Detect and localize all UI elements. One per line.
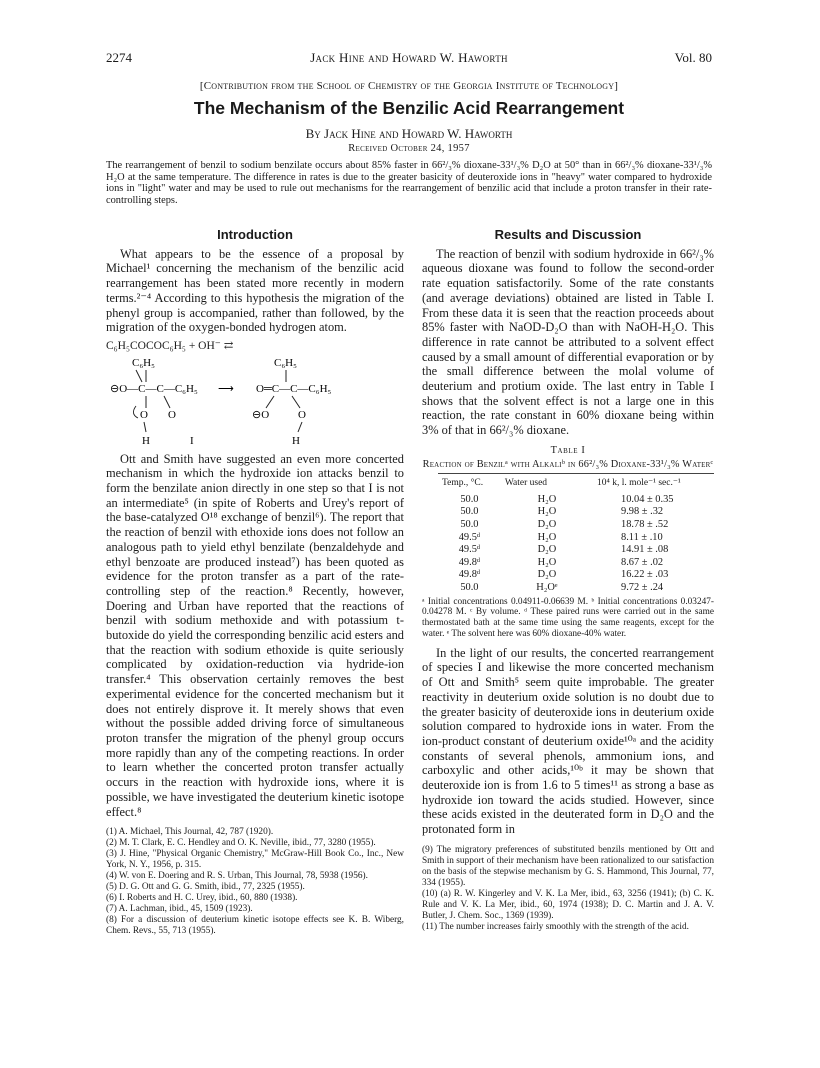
- abstract: The rearrangement of benzil to sodium benzilate occurs about 85% faster in 66²/₃% dioxane-33¹/₃% D₂O at 50° than in 66²/₃% dioxane-33¹/₃% H₂O at the same temperature. The difference in rates is due to the greater basicity of deuteroxide ions in "heavy" water compared to hydroxide ions in "light" water and may be used to rule out mechanisms for the rearrangement of benzilic acid that include a proton transfer in their rate-controlling steps.: [106, 160, 712, 206]
- left-footnotes: [106, 827, 404, 937]
- table-row: [438, 569, 714, 582]
- rate-table: [438, 473, 714, 594]
- article-title: The Mechanism of the Benzilic Acid Rearrangement: [193, 98, 625, 118]
- table-header: Water used: [501, 474, 593, 494]
- right-footnotes: [422, 845, 714, 933]
- byline: By Jack Hine and Howard W. Haworth: [305, 126, 513, 141]
- hydrogen-left: H: [142, 434, 150, 447]
- oxide-right: ⊖O: [252, 408, 270, 421]
- table-cell: H₂O: [537, 506, 557, 518]
- footnote: (11) The number increases fairly smoothly with the strength of the acid.: [422, 921, 689, 932]
- table-cell: 14.91 ± .08: [621, 544, 669, 556]
- table-row: [438, 544, 714, 557]
- table-cell: H₂O: [537, 493, 557, 505]
- phenyl-top-right: C₆H₅: [274, 356, 297, 369]
- equilibrium-equation: C₆H₅COCOC₆H₅ + OH⁻ ⇄: [106, 339, 234, 352]
- volume-label: Vol. 80: [674, 50, 712, 65]
- table-cell: H₂O: [537, 531, 557, 543]
- table-row: [438, 506, 714, 519]
- table-row: [438, 519, 714, 532]
- table-cell: 18.78 ± .52: [621, 518, 669, 530]
- table-row: [438, 494, 714, 507]
- table-header: Temp., °C.: [438, 474, 501, 494]
- intro-paragraph-2: Ott and Smith have suggested an even more concerted mechanism in which the hydroxide ion attacks benzil to form the benzilate anion directly in one step so that I is not an intermediate⁵ (in spite of Roberts and Urey's report of the base-catalyzed O¹⁸ exchange of benzil⁶). The report that the reaction of benzil with ethoxide ions does not follow an analogous path to yield ethyl benzilate (benzaldehyde and ethyl benzoate are produced instead⁷) has been quoted as evidence for the proton transfer as a part of the rate-controlling step of the reaction.⁸ Recently, however, Doering and Urban have reported that the reactions of benzil with sodium methoxide and with potassium t-butoxide do yield the corresponding benzilic acid esters and that the reaction with sodium ethoxide is quite seriously complicated by oxidation-reduction via hydride-ion transfer.⁴ This observation certainly removes the best experimental evidence for the concerted mechanism but it does not entirely disprove it. It merely shows that even without the possible added driving force of simultaneous proton transfer the migration of the phenyl group occurs more rapidly than any of the competing reactions. In order to learn whether the concerted proton transfer actually occurs in the reaction with hydroxide ions, where it is possible, we have investigated the deuterium kinetic isotope effect.⁸: [106, 451, 404, 819]
- left-chain: ⊖O—C—C—C₆H₅: [110, 382, 198, 395]
- footnote: (1) A. Michael, This Journal, 42, 787 (1920).: [106, 827, 274, 838]
- left-column: [106, 228, 404, 937]
- table-cell: 9.72 ± .24: [621, 581, 664, 593]
- table-cell: 50.0: [460, 581, 479, 593]
- reaction-scheme-drawing: [106, 356, 404, 448]
- table-cell: 49.8ᵈ: [458, 569, 481, 581]
- oxygen-left: O: [140, 408, 148, 421]
- table-row: [438, 582, 714, 595]
- table-cell: 9.98 ± .32: [621, 506, 664, 518]
- hydrogen-right: H: [292, 434, 300, 447]
- footnote: (6) I. Roberts and H. C. Urey, ibid., 60, 880 (1938).: [106, 893, 298, 904]
- footnote: (10) (a) R. W. Kingerley and V. K. La Mer, ibid., 63, 3256 (1941); (b) C. K. Rule and V. K. La Mer, ibid., 60, 1974 (1938); D. C. Martin and J. A. V. Butler, J. Chem. Soc., 1369 (1939).: [422, 888, 714, 921]
- table-cell: 50.0: [460, 506, 479, 518]
- table-cell: 49.5ᵈ: [458, 531, 481, 543]
- table-label: Table I: [550, 444, 586, 456]
- page-number: 2274: [106, 50, 132, 65]
- table-row: [438, 557, 714, 570]
- table-caption: Reaction of Benzilᵃ with Alkaliᵇ in 66²/₃% Dioxane-33¹/₃% Waterᶜ: [422, 458, 714, 470]
- right-chain: O═C—C—C₆H₅: [256, 382, 332, 395]
- phenyl-top-left: C₆H₅: [132, 356, 155, 369]
- footnote: (5) D. G. Ott and G. G. Smith, ibid., 77, 2325 (1955).: [106, 882, 305, 893]
- footnote: (3) J. Hine, "Physical Organic Chemistry," McGraw-Hill Book Co., Inc., New York, N. Y., 1956, p. 315.: [106, 849, 404, 871]
- rearrangement-arrow: ⟶: [218, 382, 234, 395]
- received-date: Received October 24, 1957: [348, 143, 470, 154]
- introduction-heading: Introduction: [217, 227, 293, 242]
- table-cell: D₂O: [537, 544, 557, 556]
- table-notes: ᵃ Initial concentrations 0.04911-0.06639 M. ᵇ Initial concentrations 0.03247-0.04278 M. ᶜ By volume. ᵈ These paired runs were carried out in the same thermostated bath at the same time using the same reagents, except for the water. ᵉ The solvent here was 60% dioxane-40% water.: [422, 596, 714, 639]
- oxygen-mid: O: [168, 408, 176, 421]
- table-cell: 8.11 ± .10: [621, 531, 663, 543]
- table-cell: 50.0: [460, 518, 479, 530]
- footnote: (7) A. Lachman, ibid., 45, 1509 (1923).: [106, 904, 253, 915]
- table-row: [438, 532, 714, 545]
- footnote: (2) M. T. Clark, E. C. Hendley and O. K. Neville, ibid., 77, 3280 (1955).: [106, 838, 376, 849]
- table-cell: 10.04 ± 0.35: [621, 493, 674, 505]
- results-paragraph-1: The reaction of benzil with sodium hydroxide in 66²/₃% aqueous dioxane was found to follow the second-order rate equation satisfactorily. Some of the rate constants (and average deviations) obtained are listed in Table I. From these data it is seen that the reaction proceeds about 85% faster with NaOD-D₂O than with NaOH-H₂O. This difference in rate cannot be attributed to a solvent effect caused by a small amount of differential evaporation or by the small difference between the molal volume of deuterium and protium oxide. The last entry in Table I shows that the solvent effect is not a large one in this reaction, the rate constant in 60% dioxane being within 3% of that in 66²/₃% dioxane.: [422, 246, 714, 438]
- footnote: (8) For a discussion of deuterium kinetic isotope effects see K. B. Wiberg, Chem. Revs., 55, 713 (1955).: [106, 915, 404, 937]
- table-cell: 50.0: [460, 493, 479, 505]
- oxygen-right: O: [298, 408, 306, 421]
- reaction-scheme: [106, 356, 404, 448]
- intro-paragraph-1: What appears to be the essence of a proposal by Michael¹ concerning the mechanism of the benzilic acid rearrangement has been stated more recently in modern terms.²⁻⁴ According to this hypothesis the migration of the phenyl group is accompanied, rather than followed, by the migration of the oxygen-bonded hydrogen atom.: [106, 246, 404, 335]
- intermediate-label: I: [190, 434, 194, 447]
- table-cell: H₂Oᵉ: [536, 581, 558, 593]
- table-cell: 8.67 ± .02: [621, 556, 664, 568]
- contribution-line: [Contribution from the School of Chemistry of the Georgia Institute of Technology]: [199, 80, 619, 92]
- table-cell: H₂O: [537, 556, 557, 568]
- table-cell: 16.22 ± .03: [621, 569, 669, 581]
- footnote: (9) The migratory preferences of substituted benzils mentioned by Ott and Smith in support of their mechanism have been rationalized to our satisfaction on the basis of the stepwise mechanism by G. S. Hammond, This Journal, 77, 334 (1955).: [422, 844, 714, 888]
- running-title: Jack Hine and Howard W. Haworth: [310, 50, 508, 65]
- table-cell: 49.5ᵈ: [458, 544, 481, 556]
- results-heading: Results and Discussion: [494, 227, 642, 242]
- table-header: 10⁴ k, l. mole⁻¹ sec.⁻¹: [593, 474, 714, 494]
- table-cell: D₂O: [537, 569, 557, 581]
- right-column: [422, 228, 714, 933]
- table-cell: D₂O: [537, 518, 557, 530]
- results-paragraph-2: In the light of our results, the concerted rearrangement of species I and likewise the more concerted mechanism of Ott and Smith⁵ seem quite improbable. The greater reactivity in deuterium oxide solution is no doubt due to the greater basicity of deuteroxide ions in deuterium oxide solution compared to hydroxide ions in water. From the ion-product constant of deuterium oxide¹⁰ᵃ and the acidity constants of several phenols, ammonium ions, and carboxylic and other acids,¹⁰ᵇ it may be shown that deuteroxide ion is from 1.6 to 5 times¹¹ as strong a base as hydroxide ion toward the acids studied. However, since these acids existed in the deuterated form in D₂O and the protonated form in: [422, 645, 714, 837]
- table-cell: 49.8ᵈ: [458, 556, 481, 568]
- footnote: (4) W. von E. Doering and R. S. Urban, This Journal, 78, 5938 (1956).: [106, 871, 368, 882]
- running-header: [106, 50, 712, 66]
